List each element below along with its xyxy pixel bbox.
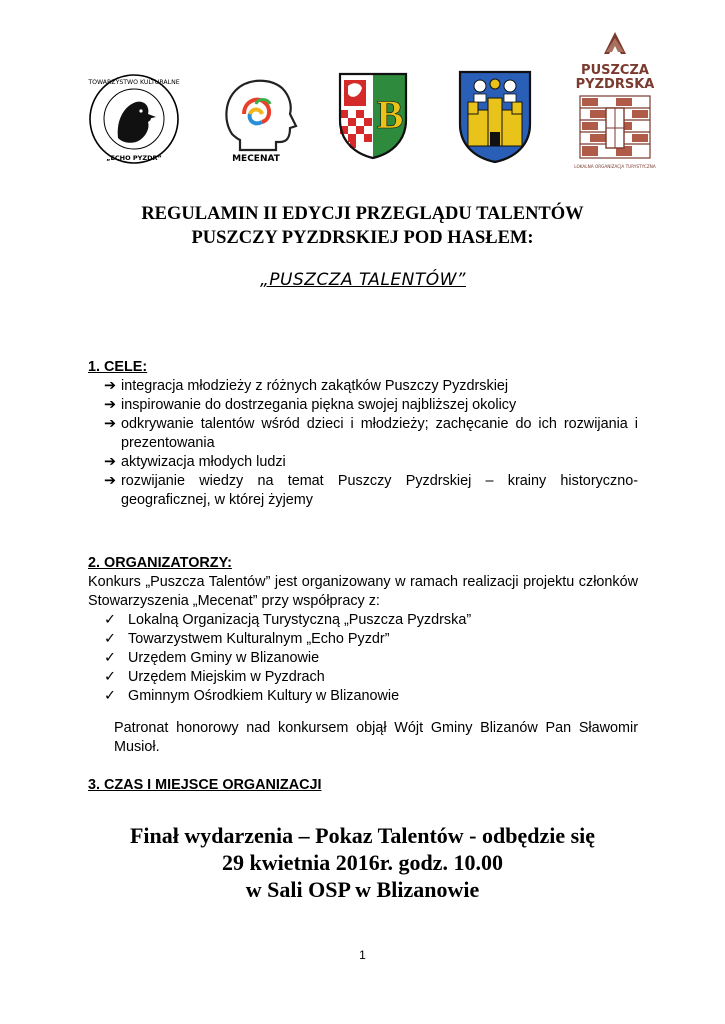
list-item bbox=[104, 453, 638, 472]
document-title-line-2: PUSZCZY PYZDRSKIEJ POD HASŁEM: bbox=[191, 228, 534, 248]
checkmark-icon: ✓ bbox=[104, 612, 117, 628]
list-item bbox=[104, 472, 638, 510]
final-event-venue: w Sali OSP w Blizanowie bbox=[245, 877, 480, 902]
list-item-text: Towarzystwem Kulturalnym „Echo Pyzdr” bbox=[128, 631, 390, 647]
list-item-text: inspirowanie do dostrzegania piękna swojej najbliższej okolicy bbox=[121, 397, 517, 413]
arrow-right-icon: ➔ bbox=[104, 397, 117, 413]
blizanow-crest bbox=[336, 70, 410, 160]
puszcza-line2: PYZDRSKA bbox=[575, 77, 655, 92]
list-item-text: Urzędem Gminy w Blizanowie bbox=[128, 650, 320, 666]
final-event-date: 29 kwietnia 2016r. godz. 10.00 bbox=[222, 850, 503, 875]
checkmark-icon: ✓ bbox=[104, 688, 117, 704]
list-item-text: rozwijanie wiedzy na temat Puszczy Pyzdrskiej – krainy historyczno-geograficznej, w której żyjemy bbox=[121, 473, 638, 508]
section-heading-cele: 1. CELE: bbox=[88, 359, 148, 375]
final-event-line-1: Finał wydarzenia – Pokaz Talentów - odbędzie się bbox=[129, 823, 596, 848]
cele-list bbox=[104, 377, 638, 510]
echo-ring-bottom: „ECHO PYZDR” bbox=[106, 154, 162, 162]
arrow-right-icon: ➔ bbox=[104, 454, 117, 470]
pyzdry-crest bbox=[456, 68, 534, 164]
patronage-note: Patronat honorowy nad konkursem objął Wójt Gminy Blizanów Pan Sławomir Musioł. bbox=[114, 720, 638, 755]
checkmark-icon: ✓ bbox=[104, 650, 117, 666]
checkmark-icon: ✓ bbox=[104, 669, 117, 685]
partners-list bbox=[104, 611, 624, 706]
organizers-intro: Konkurs „Puszcza Talentów” jest organizowany w ramach realizacji projektu członków Stowarzyszenia „Mecenat” przy współpracy z: bbox=[88, 574, 638, 609]
list-item-text: Gminnym Ośrodkiem Kultury w Blizanowie bbox=[128, 688, 400, 704]
arrow-right-icon: ➔ bbox=[104, 473, 117, 489]
mecenat-logo bbox=[218, 74, 300, 164]
list-item bbox=[104, 668, 624, 687]
list-item bbox=[104, 630, 624, 649]
list-item-text: Urzędem Miejskim w Pyzdrach bbox=[128, 669, 325, 685]
list-item-text: integracja młodzieży z różnych zakątków Puszczy Pyzdrskiej bbox=[121, 378, 509, 394]
mecenat-wordmark: MECENAT bbox=[232, 154, 280, 164]
list-item-text: Lokalną Organizacją Turystyczną „Puszcza Pyzdrska” bbox=[128, 612, 472, 628]
puszcza-pyzdrska-logo bbox=[566, 30, 664, 172]
puszcza-caption: LOKALNA ORGANIZACJA TURYSTYCZNA bbox=[574, 164, 656, 169]
list-item bbox=[104, 396, 638, 415]
arrow-right-icon: ➔ bbox=[104, 416, 117, 432]
puszcza-line1: PUSZCZA bbox=[581, 63, 649, 78]
list-item bbox=[104, 377, 638, 396]
echo-pyzdr-logo bbox=[88, 70, 180, 168]
list-item bbox=[104, 649, 624, 668]
echo-ring-top: TOWARZYSTWO KULTURALNE bbox=[88, 79, 180, 86]
document-title-line-1: REGULAMIN II EDYCJI PRZEGLĄDU TALENTÓW bbox=[141, 204, 584, 224]
section-heading-organizatorzy: 2. ORGANIZATORZY: bbox=[88, 555, 232, 571]
checkmark-icon: ✓ bbox=[104, 631, 117, 647]
svg-text:B: B bbox=[376, 92, 404, 137]
slogan: „PUSZCZA TALENTÓW” bbox=[260, 270, 466, 290]
list-item bbox=[104, 611, 624, 630]
page-number: 1 bbox=[359, 948, 366, 962]
list-item-text: aktywizacja młodych ludzi bbox=[121, 454, 286, 470]
list-item bbox=[104, 687, 624, 706]
list-item-text: odkrywanie talentów wśród dzieci i młodzieży; zachęcanie do ich rozwijania i prezentowania bbox=[121, 416, 638, 451]
section-heading-czas: 3. CZAS I MIEJSCE ORGANIZACJI bbox=[88, 777, 322, 793]
arrow-right-icon: ➔ bbox=[104, 378, 117, 394]
list-item bbox=[104, 415, 638, 453]
